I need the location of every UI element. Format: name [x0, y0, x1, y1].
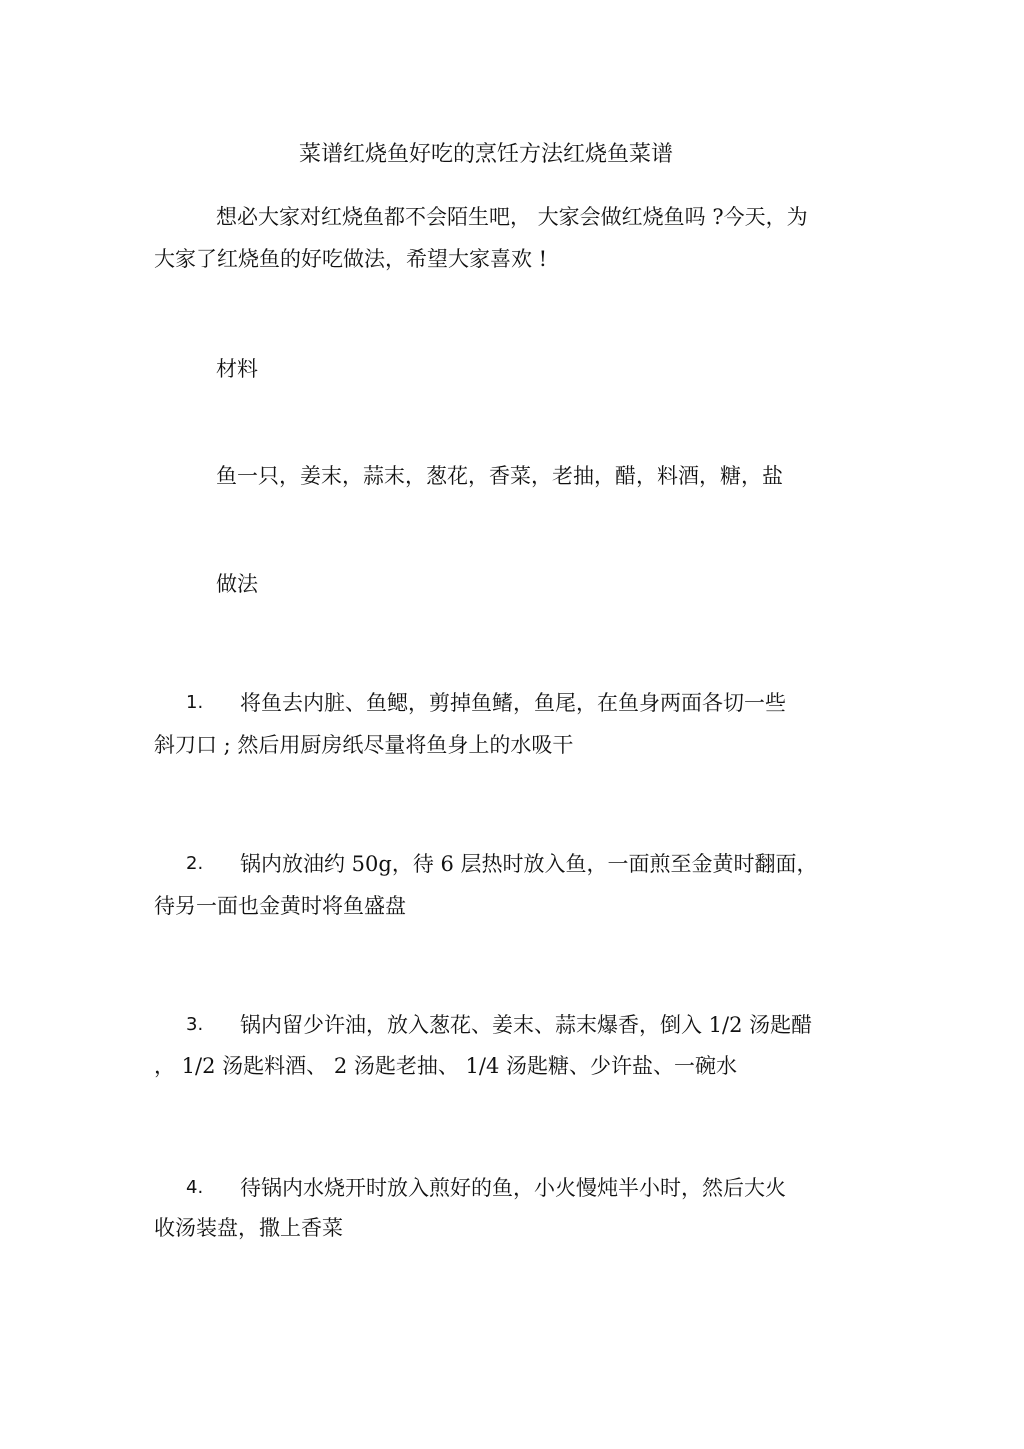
intro-line-1: 想必大家对红烧鱼都不会陌生吧， 大家会做红烧鱼吗 ?今天，为	[216, 205, 808, 229]
step-number: 4.	[186, 1177, 204, 1198]
method-heading: 做法	[216, 572, 258, 596]
step-text-line-1: 将鱼去内脏、鱼鳃，剪掉鱼鳍，鱼尾，在鱼身两面各切一些	[240, 691, 786, 715]
step-text-line-1: 锅内留少许油，放入葱花、姜末、蒜末爆香，倒入 1/2 汤匙醋	[240, 1013, 813, 1037]
step-text-line-1: 锅内放油约 50g，待 6 层热时放入鱼，一面煎至金黄时翻面，	[240, 852, 818, 876]
step-number: 2.	[186, 853, 204, 874]
materials-list: 鱼一只，姜末，蒜末，葱花，香菜，老抽，醋，料酒，糖，盐	[216, 464, 783, 488]
step-number: 3.	[186, 1014, 204, 1035]
step-text-line-1: 待锅内水烧开时放入煎好的鱼，小火慢炖半小时，然后大火	[240, 1176, 786, 1200]
step-text-line-2: 收汤装盘，撒上香菜	[154, 1216, 343, 1240]
step-text-line-2: 斜刀口 ; 然后用厨房纸尽量将鱼身上的水吸干	[154, 733, 574, 757]
step-text-line-2: 待另一面也金黄时将鱼盛盘	[154, 894, 406, 918]
page-title: 菜谱红烧鱼好吃的烹饪方法红烧鱼菜谱	[298, 142, 673, 167]
intro-line-2: 大家了红烧鱼的好吃做法，希望大家喜欢 !	[154, 247, 548, 271]
step-text-line-2: ， 1/2 汤匙料酒、 2 汤匙老抽、 1/4 汤匙糖、少许盐、一碗水	[154, 1054, 738, 1078]
materials-heading: 材料	[216, 357, 258, 381]
step-number: 1.	[186, 692, 204, 713]
